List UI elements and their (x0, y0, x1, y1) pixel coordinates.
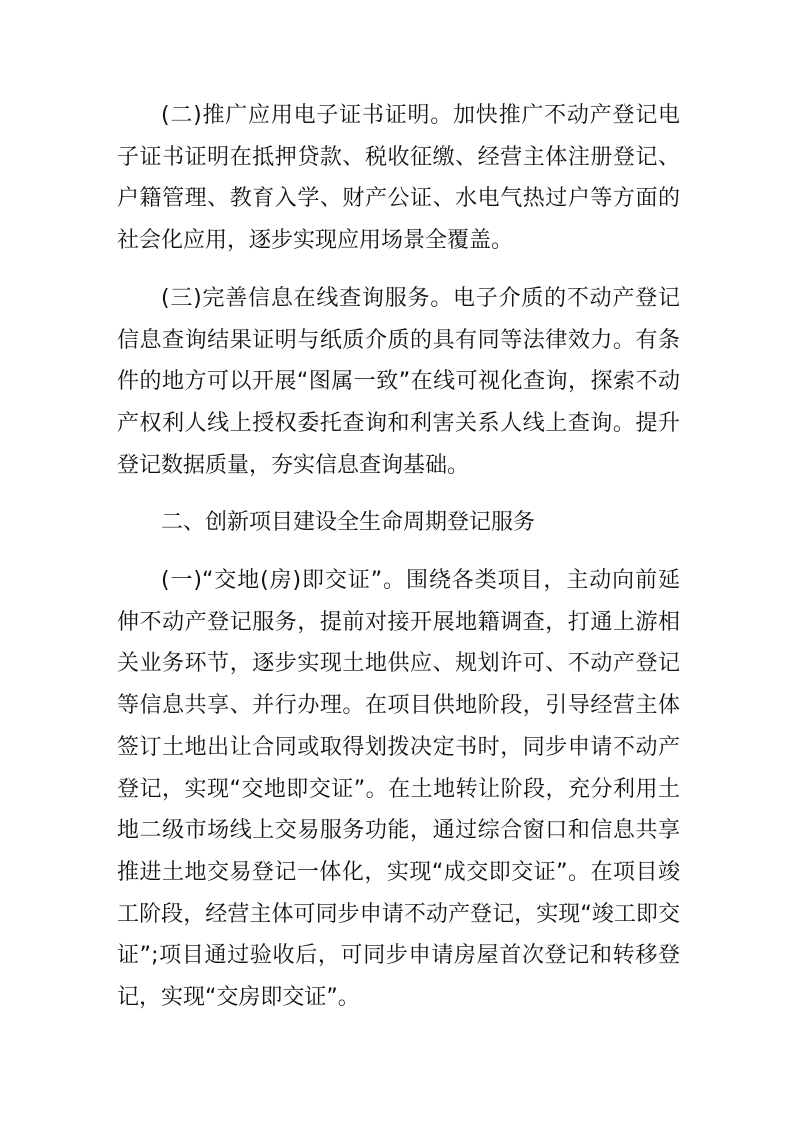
paragraph-e-certificate: (二)推广应用电子证书证明。加快推广不动产登记电子证书证明在抵押贷款、税收征缴、经营主体注册登记、户籍管理、教育入学、财产公证、水电气热过户等方面的社会化应用，逐步实现应用场景全覆盖。 (117, 103, 680, 254)
section-heading: 二、创新项目建设全生命周期登记服务 (161, 510, 536, 536)
paragraph-land-delivery: (一)“交地(房)即交证”。围绕各类项目，主动向前延伸不动产登记服务，提前对接开展地籍调查，打通上游相关业务环节，逐步实现土地供应、规划许可、不动产登记等信息共享、并行办理。在项目供地阶段，引导经营主体签订土地出让合同或取得划拨决定书时，同步申请不动产登记，实现“交地即交证”。在土地转让阶段，充分利用土地二级市场线上交易服务功能，通过综合窗口和信息共享推进土地交易登记一体化，实现“成交即交证”。在项目竣工阶段，经营主体可同步申请不动产登记，实现“竣工即交证”;项目通过验收后，可同步申请房屋首次登记和转移登记，实现“交房即交证”。 (117, 568, 680, 1011)
paragraph-online-query: (三)完善信息在线查询服务。电子介质的不动产登记信息查询结果证明与纸质介质的具有同等法律效力。有条件的地方可以开展“图属一致”在线可视化查询，探索不动产权利人线上授权委托查询和利害关系人线上查询。提升登记数据质量，夯实信息查询基础。 (117, 285, 680, 478)
document-body (117, 95, 680, 1035)
